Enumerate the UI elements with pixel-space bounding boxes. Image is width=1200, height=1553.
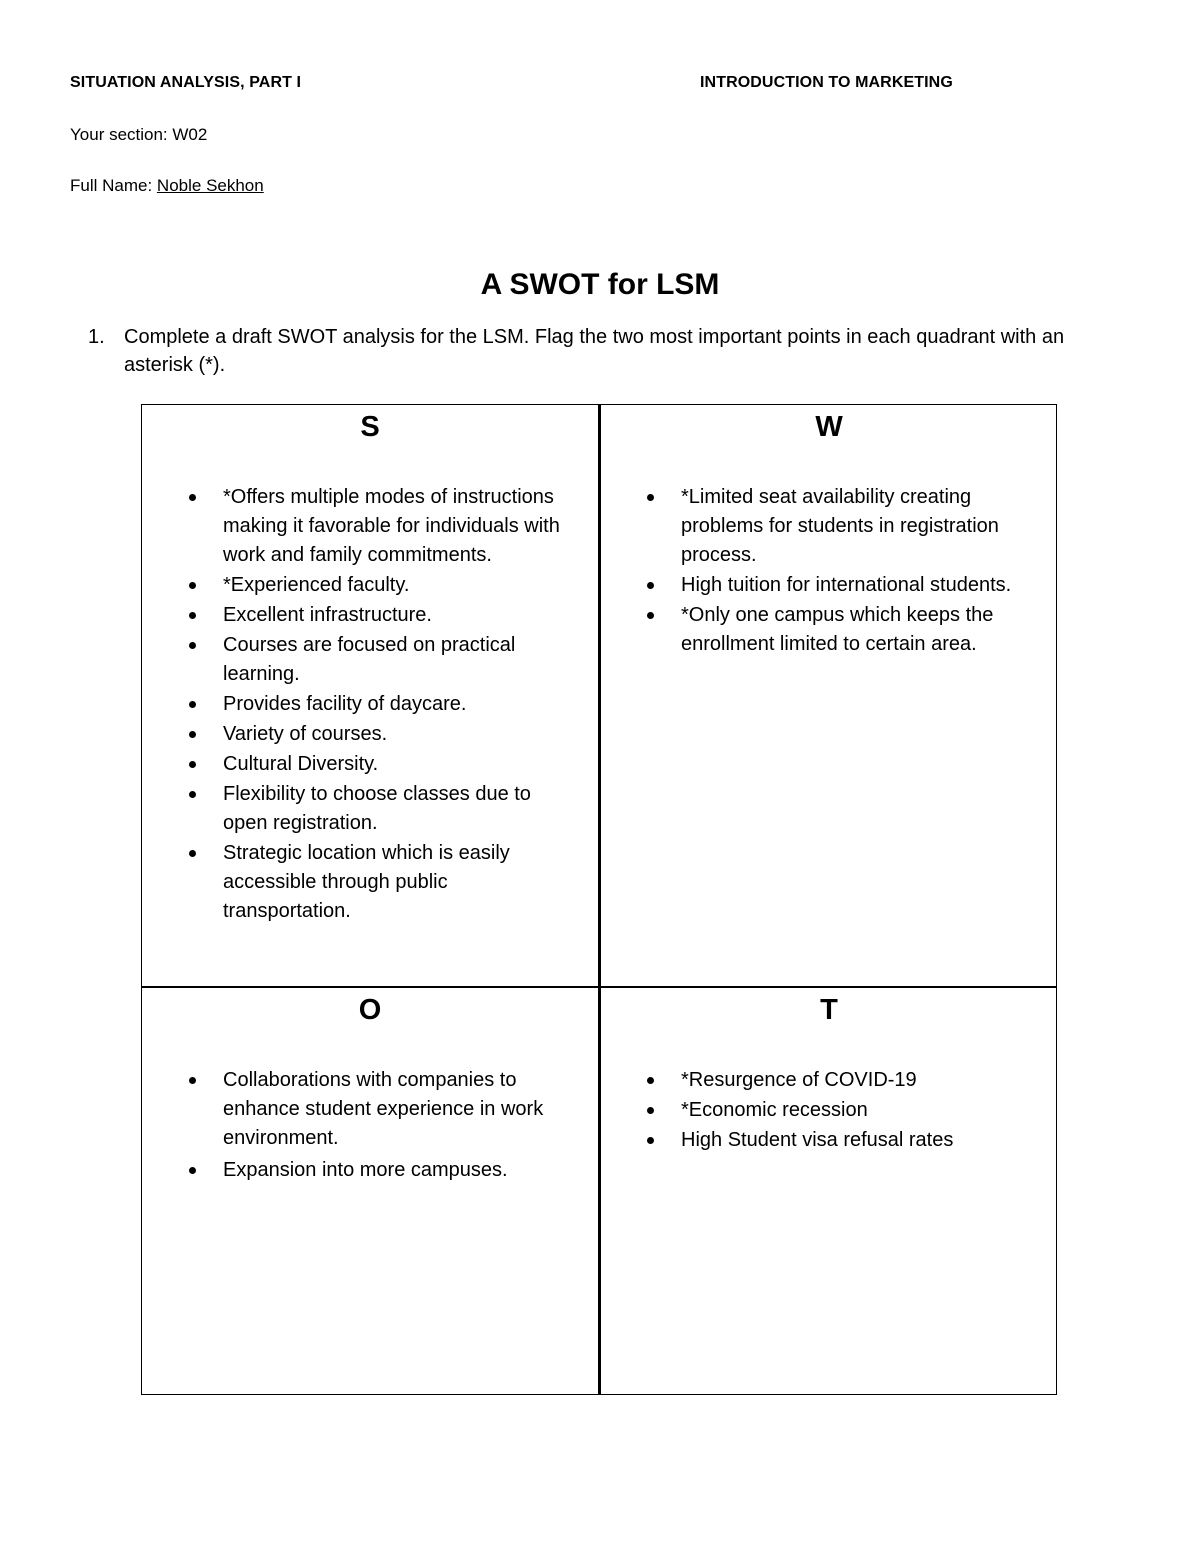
list-item [187,750,567,779]
list-item-text: Provides facility of daycare. [223,693,467,715]
list-item [187,571,567,600]
list-item-text: *Limited seat availability creating problems for students in registration process. [681,486,999,566]
swot-quadrant-strengths [142,405,598,986]
bullet-icon [647,1077,654,1084]
bullet-icon [189,1077,196,1084]
swot-table [141,404,1057,1395]
bullet-icon [647,582,654,589]
list-item-text: Excellent infrastructure. [223,604,432,626]
bullet-icon [189,1167,196,1174]
bullet-icon [647,1137,654,1144]
question-1 [88,323,1128,379]
question-number: 1. [88,326,105,348]
bullet-icon [647,494,654,501]
bullet-icon [189,612,196,619]
section-line: Your section: W02 [70,125,208,144]
list-item-text: Variety of courses. [223,723,388,745]
list-item-text: Strategic location which is easily accessible through public transportation. [223,842,510,922]
weaknesses-list [645,483,1043,660]
bullet-icon [647,1107,654,1114]
list-item-text: *Economic recession [681,1099,868,1121]
list-item-text: Cultural Diversity. [223,753,379,775]
quadrant-heading-s: S [360,411,380,443]
list-item [187,631,567,689]
list-item-text: Expansion into more campuses. [223,1159,508,1181]
bullet-icon [189,582,196,589]
list-item-text: *Resurgence of COVID-19 [681,1069,917,1091]
list-item-text: Collaborations with companies to enhance student experience in work environment. [223,1069,544,1149]
list-item [645,1096,1043,1125]
bullet-icon [189,731,196,738]
bullet-icon [189,642,196,649]
list-item [187,720,567,749]
page-title: A SWOT for LSM [480,268,720,301]
bullet-icon [189,761,196,768]
list-item-text: High Student visa refusal rates [681,1129,954,1151]
list-item [187,1156,567,1185]
list-item [187,601,567,630]
full-name-label: Full Name: [70,176,157,195]
list-item-text: *Offers multiple modes of instructions making it favorable for individuals with work and family commitments. [223,486,560,566]
bullet-icon [189,850,196,857]
list-item-text: Flexibility to choose classes due to open registration. [223,783,531,834]
bullet-icon [189,494,196,501]
strengths-list [187,483,567,927]
list-item [187,483,567,570]
opportunities-list [187,1066,567,1188]
bullet-icon [189,791,196,798]
list-item [645,1066,1043,1095]
swot-quadrant-opportunities [142,988,598,1394]
swot-quadrant-threats [601,988,1057,1394]
threats-list [645,1066,1043,1156]
swot-quadrant-weaknesses [601,405,1057,986]
list-item [187,690,567,719]
full-name-line [70,176,264,196]
list-item [187,780,567,838]
list-item-text: *Only one campus which keeps the enrollment limited to certain area. [681,604,994,655]
header-course-title: INTRODUCTION TO MARKETING [700,74,953,91]
bullet-icon [647,612,654,619]
list-item [645,483,1043,570]
list-item [187,839,567,926]
bullet-icon [189,701,196,708]
list-item [645,571,1043,600]
list-item-text: Courses are focused on practical learning. [223,634,516,685]
full-name-value: Noble Sekhon [156,176,264,195]
list-item-text: High tuition for international students. [681,574,1012,596]
header-course-part: SITUATION ANALYSIS, PART I [70,74,302,91]
quadrant-heading-o: O [358,994,382,1026]
list-item [645,1126,1043,1155]
quadrant-heading-w: W [815,411,843,443]
question-text: Complete a draft SWOT analysis for the LSM. Flag the two most important points in each quadrant with an asterisk (*). [124,326,1065,376]
list-item [645,601,1043,659]
list-item-text: *Experienced faculty. [223,574,410,596]
list-item [187,1066,567,1153]
quadrant-heading-t: T [820,994,838,1026]
